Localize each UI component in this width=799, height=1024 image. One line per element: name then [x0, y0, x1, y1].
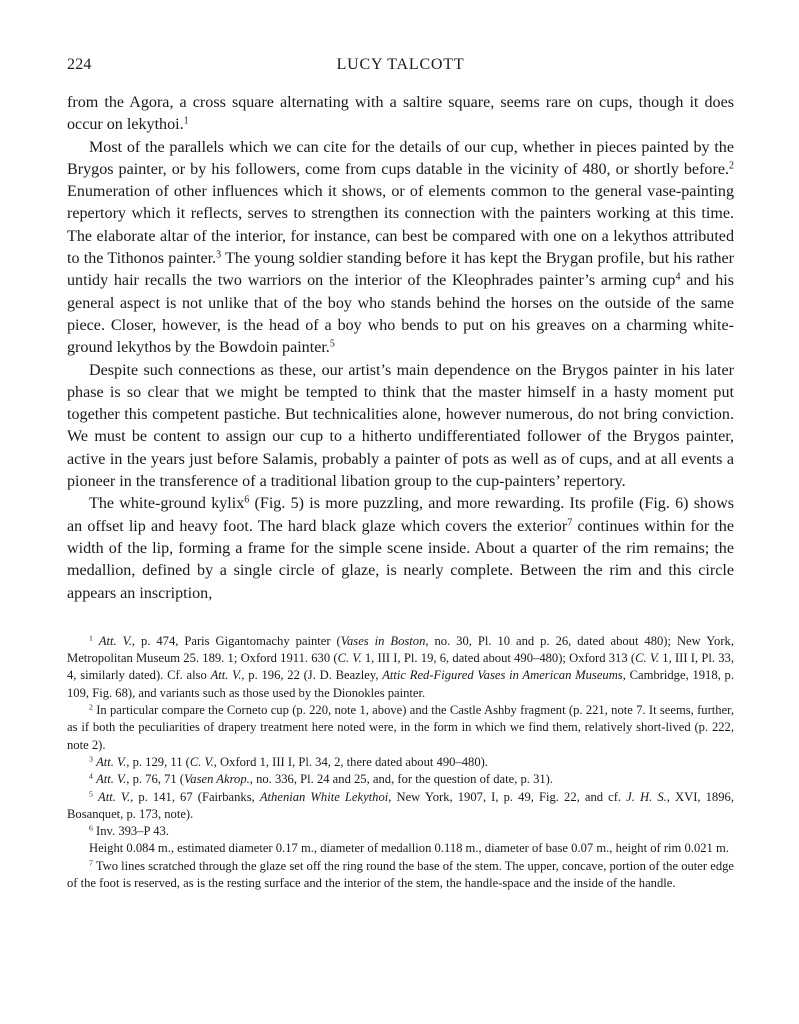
footnote-separator [67, 605, 734, 633]
italic-reference: C. V. [337, 651, 362, 666]
footnote-marker: 1 [183, 115, 189, 127]
footnote: $^7$ Two lines scratched through the glaze set off the ring round the base of the stem. The upper, concave, portion of the outer edge of the foot is reserved, as is the resting surface and the interior of the stem, the handle-space and the inside of the handle. [67, 858, 734, 890]
paragraph: Most of the parallels which we can cite for the details of our cup, whether in pieces painted by the Brygos painter, or by his followers, come from cups datable in the vicinity of 480, or shortly before.$^2$ Enumeration of other influences which it shows, or of elements common to the general vase-painting repertory which it reflects, serves to strengthen its connection with the painters working at this time. The elaborate altar of the interior, for instance, can best be compared with one on a lekythos attributed to the Tithonos painter.$^3$ The young soldier standing before it has kept the Brygan profile, but his rather untidy hair recalls the two warriors on the interior of the Kleophrades painter’s arming cup$^4$ and his general aspect is not unlike that of the boy who stands behind the horses on the outside of the same piece. Closer, however, is the head of a boy who bends to put on his greaves on a charming white-ground lekythos by the Bowdoin painter.$^5$ [67, 138, 734, 357]
footnote-marker: 5 [329, 338, 335, 350]
footnote: $^1$ Att. V., p. 474, Paris Gigantomachy painter (Vases in Boston, no. 30, Pl. 10 and p. 26, dated about 480); New York, Metropolitan Museum 25. 189. 1; Oxford 1911. 630 (C. V. 1, III I, Pl. 19, 6, dated about 490–480); Oxford 313 (C. V. 1, III I, Pl. 33, 4, similarly dated). Cf. also Att. V., p. 196, 22 (J. D. Beazley, Attic Red-Figured Vases in American Museums, Cambridge, 1918, p. 109, Fig. 68), and variants such as those used by the Dionokles painter. [67, 633, 734, 700]
page [67, 56, 734, 892]
italic-reference: Attic Red-Figured Vases in American Museums [382, 668, 623, 683]
paragraph: Despite such connections as these, our artist’s main dependence on the Brygos painter in his later phase is so clear that we might be tempted to think that the master himself in a hasty moment put together this competent pastiche. But technicalities alone, however numerous, do not bring conviction. We must be content to assign our cup to a hitherto undifferentiated follower of the Brygos painter, active in the years just before Salamis, probably a painter of pots as well as of cups, and at all events a pioneer in the transference of a traditional libation group to the cup-painters’ repertory. [67, 361, 734, 491]
italic-reference: Att. V. [98, 789, 131, 804]
footnote: $^6$ Inv. 393–P 43. [89, 823, 169, 839]
footnote: $^3$ Att. V., p. 129, 11 (C. V., Oxford 1, III I, Pl. 34, 2, there dated about 490–480). [89, 754, 488, 769]
italic-reference: Att. V. [210, 668, 242, 683]
footnote-marker: 1 [89, 633, 93, 643]
paragraph: The white-ground kylix$^6$ (Fig. 5) is more puzzling, and more rewarding. Its profile (Fig. 6) shows an offset lip and heavy foot. The hard black glaze which covers the exterior$^7$ continues within for the width of the lip, forming a frame for the simple scene inside. About a quarter of the rim remains; the medallion, defined by a single circle of glaze, is nearly complete. Between the rim and this circle appears an inscription, [67, 494, 734, 602]
footnote-marker: 2 [729, 160, 734, 172]
italic-reference: C. V. [635, 651, 660, 666]
footnote: $^5$ Att. V., p. 141, 67 (Fairbanks, Athenian White Lekythoi, New York, 1907, I, p. 49, Fig. 22, and cf. J. H. S., XVI, 1896, Bosanquet, p. 173, note). [67, 789, 734, 821]
footnote-marker: 5 [89, 789, 93, 799]
footnote: $^4$ Att. V., p. 76, 71 (Vasen Akrop., no. 336, Pl. 24 and 25, and, for the question of date, p. 31). [89, 771, 554, 787]
footnotes [67, 633, 734, 892]
footnote-marker: 3 [216, 249, 222, 261]
paragraph: from the Agora, a cross square alternating with a saltire square, seems rare on cups, though it does occur on lekythoi.$^1$ [67, 94, 734, 134]
footnote-marker: 4 [675, 271, 681, 283]
italic-reference: Att. V. [96, 754, 127, 769]
footnote-marker: 2 [89, 702, 93, 712]
italic-reference: Att. V. [98, 633, 132, 648]
italic-reference: J. H. S. [626, 789, 667, 804]
footnote-marker: 3 [89, 754, 93, 764]
italic-reference: C. V. [189, 754, 214, 769]
italic-reference: Att. V. [96, 772, 127, 787]
footnote: Height 0.084 m., estimated diameter 0.17 m., diameter of medallion 0.118 m., diameter of base 0.07 m., height of rim 0.021 m. [89, 841, 729, 856]
footnote-marker: 7 [567, 517, 573, 529]
page-header [67, 56, 734, 78]
footnote-marker: 6 [89, 823, 93, 833]
footnote-marker: 6 [244, 494, 250, 506]
body-text [67, 92, 734, 605]
footnote: $^2$ In particular compare the Corneto cup (p. 220, note 1, above) and the Castle Ashby fragment (p. 221, note 7. It seems, further, as if both the peculiarities of drapery treatment here noted were, in the form in which we find them, relatively short-lived (p. 222, note 2). [67, 702, 734, 752]
italic-reference: Vasen Akrop. [184, 772, 250, 787]
footnote-marker: 7 [89, 858, 93, 868]
italic-reference: Athenian White Lekythoi [259, 789, 389, 804]
italic-reference: Vases in Boston [340, 633, 426, 648]
page-number: 224 [67, 56, 92, 73]
running-title: LUCY TALCOTT [336, 56, 465, 73]
footnote-marker: 4 [89, 771, 93, 781]
